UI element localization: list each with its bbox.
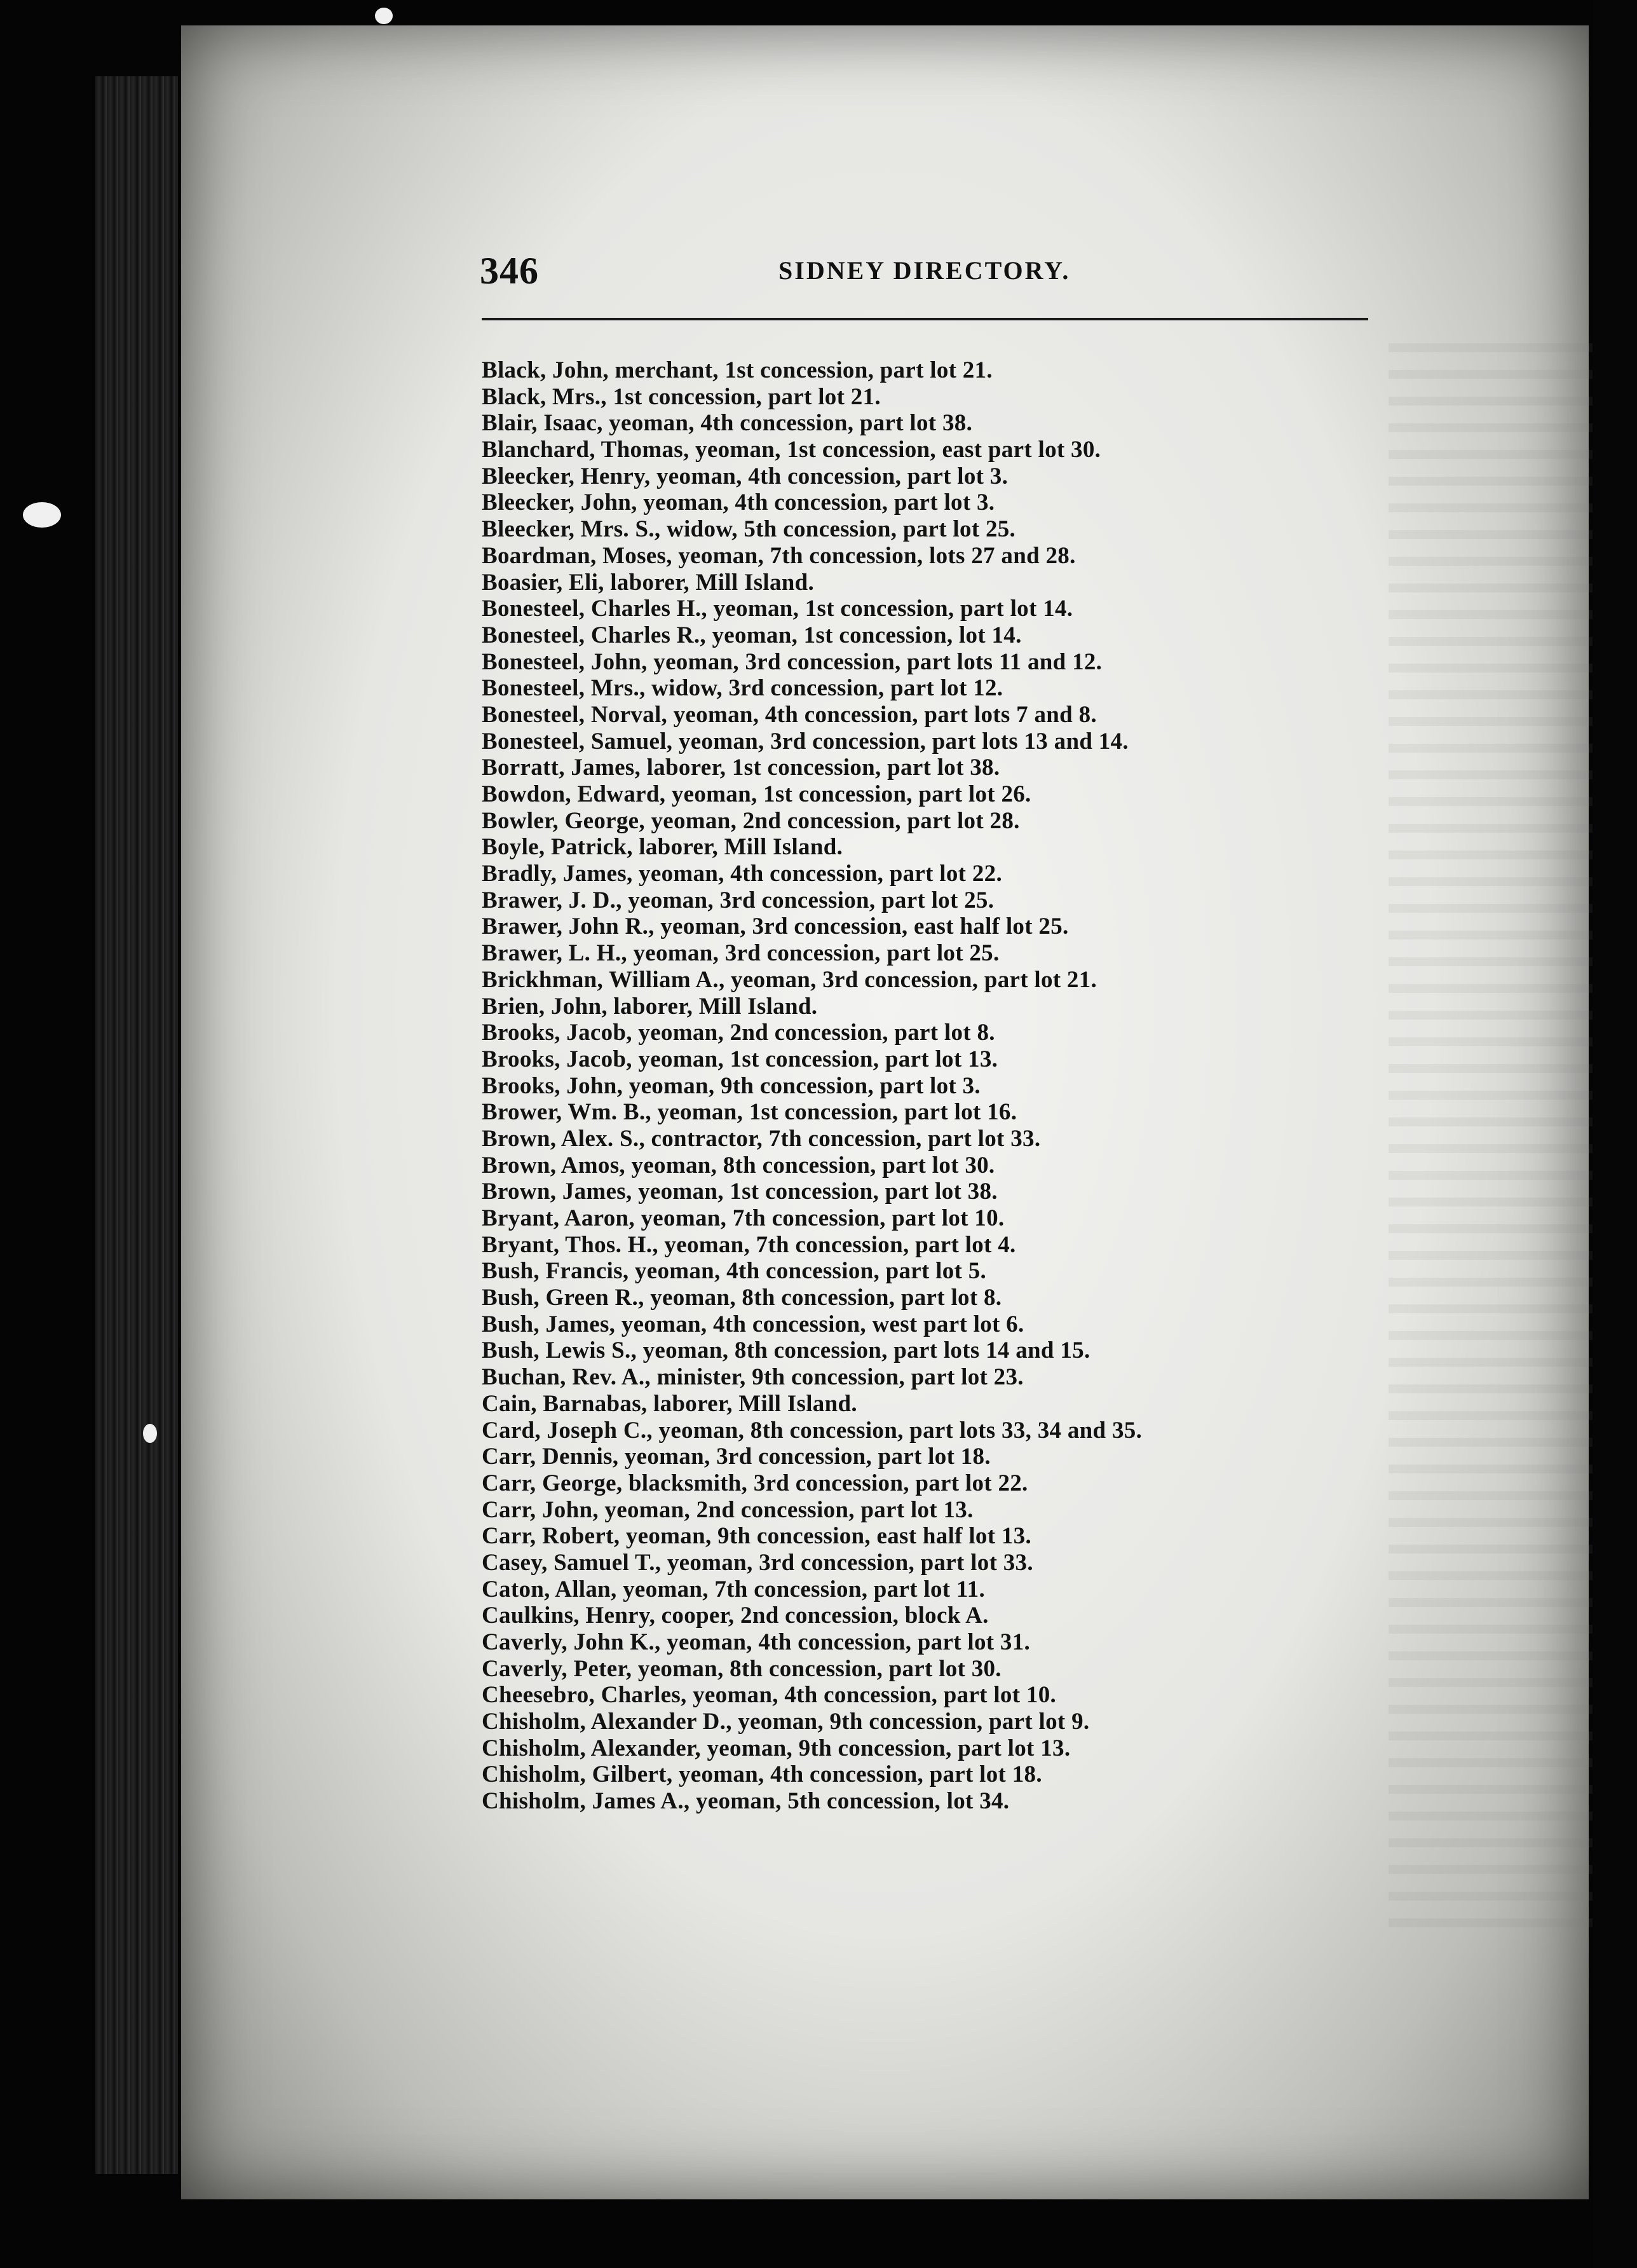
directory-entry: Chisholm, Gilbert, yeoman, 4th concession, part lot 18. [482,1761,1042,1788]
directory-entry: Blair, Isaac, yeoman, 4th concession, part lot 38. [482,410,973,437]
directory-entries [482,357,1498,1815]
directory-entry: Bush, Lewis S., yeoman, 8th concession, part lots 14 and 15. [482,1337,1090,1364]
directory-entry: Bowler, George, yeoman, 2nd concession, part lot 28. [482,807,1020,834]
directory-entry: Borratt, James, laborer, 1st concession, part lot 38. [482,755,1000,781]
scan-artifact [23,502,61,528]
directory-entry: Boyle, Patrick, laborer, Mill Island. [482,834,843,861]
directory-entry: Caulkins, Henry, cooper, 2nd concession, block A. [482,1602,989,1629]
directory-entry: Caverly, John K., yeoman, 4th concession, part lot 31. [482,1629,1031,1655]
directory-entry: Cheesebro, Charles, yeoman, 4th concession, part lot 10. [482,1682,1057,1709]
directory-entry: Brown, Alex. S., contractor, 7th concession, part lot 33. [482,1125,1041,1152]
directory-entry: Black, John, merchant, 1st concession, part lot 21. [482,357,993,383]
directory-entry: Chisholm, Alexander D., yeoman, 9th concession, part lot 9. [482,1709,1090,1735]
directory-entry: Brooks, John, yeoman, 9th concession, part lot 3. [482,1072,981,1099]
directory-entry: Brown, Amos, yeoman, 8th concession, part lot 30. [482,1152,995,1178]
directory-entry: Carr, George, blacksmith, 3rd concession, part lot 22. [482,1470,1028,1496]
page-number: 346 [480,250,539,292]
directory-entry: Buchan, Rev. A., minister, 9th concession, part lot 23. [482,1364,1024,1391]
directory-entry: Bonesteel, Samuel, yeoman, 3rd concession, part lots 13 and 14. [482,728,1129,755]
directory-entry: Brower, Wm. B., yeoman, 1st concession, part lot 16. [482,1099,1017,1126]
directory-entry: Brawer, John R., yeoman, 3rd concession, east half lot 25. [482,913,1069,940]
directory-entry: Brien, John, laborer, Mill Island. [482,993,818,1020]
directory-entry: Bryant, Thos. H., yeoman, 7th concession, part lot 4. [482,1231,1016,1258]
book-page-edges [95,76,178,2174]
directory-entry: Bonesteel, Charles H., yeoman, 1st concession, part lot 14. [482,596,1073,622]
directory-entry: Chisholm, Alexander, yeoman, 9th concession, part lot 13. [482,1735,1071,1761]
directory-entry: Caton, Allan, yeoman, 7th concession, part lot 11. [482,1576,986,1602]
directory-entry: Boasier, Eli, laborer, Mill Island. [482,569,815,596]
directory-entry: Brooks, Jacob, yeoman, 2nd concession, part lot 8. [482,1020,995,1046]
directory-entry: Bonesteel, John, yeoman, 3rd concession, part lots 11 and 12. [482,648,1103,675]
scan-artifact [375,8,393,24]
page-header [480,249,1369,294]
directory-entry: Bowdon, Edward, yeoman, 1st concession, part lot 26. [482,781,1031,807]
header-rule [482,318,1368,320]
directory-entry: Carr, Robert, yeoman, 9th concession, east half lot 13. [482,1523,1032,1550]
directory-entry: Blanchard, Thomas, yeoman, 1st concession, east part lot 30. [482,437,1101,463]
directory-entry: Bradly, James, yeoman, 4th concession, part lot 22. [482,861,1003,887]
directory-entry: Caverly, Peter, yeoman, 8th concession, part lot 30. [482,1655,1002,1682]
directory-entry: Bush, Francis, yeoman, 4th concession, part lot 5. [482,1258,987,1285]
running-head: SIDNEY DIRECTORY. [778,256,1071,285]
directory-entry: Brawer, L. H., yeoman, 3rd concession, part lot 25. [482,940,1000,967]
directory-entry: Carr, John, yeoman, 2nd concession, part lot 13. [482,1496,974,1523]
directory-entry: Bonesteel, Norval, yeoman, 4th concession, part lots 7 and 8. [482,701,1097,728]
directory-entry: Casey, Samuel T., yeoman, 3rd concession, part lot 33. [482,1549,1033,1576]
directory-entry: Bonesteel, Charles R., yeoman, 1st concession, lot 14. [482,622,1022,648]
directory-entry: Bush, James, yeoman, 4th concession, west part lot 6. [482,1311,1024,1337]
directory-entry: Brawer, J. D., yeoman, 3rd concession, part lot 25. [482,887,995,913]
directory-entry: Chisholm, James A., yeoman, 5th concession, lot 34. [482,1788,1010,1815]
directory-entry: Black, Mrs., 1st concession, part lot 21. [482,383,881,410]
directory-entry: Bush, Green R., yeoman, 8th concession, part lot 8. [482,1285,1002,1311]
directory-entry: Brickhman, William A., yeoman, 3rd concession, part lot 21. [482,966,1097,993]
right-margin [1593,0,1637,2268]
directory-entry: Bleecker, Mrs. S., widow, 5th concession, part lot 25. [482,516,1016,543]
directory-entry: Bryant, Aaron, yeoman, 7th concession, part lot 10. [482,1205,1005,1231]
scan-artifact [143,1424,157,1443]
directory-entry: Bleecker, Henry, yeoman, 4th concession, part lot 3. [482,463,1009,489]
directory-entry: Card, Joseph C., yeoman, 8th concession, part lots 33, 34 and 35. [482,1417,1143,1444]
directory-entry: Bleecker, John, yeoman, 4th concession, part lot 3. [482,489,995,516]
directory-entry: Brooks, Jacob, yeoman, 1st concession, part lot 13. [482,1046,998,1072]
directory-entry: Bonesteel, Mrs., widow, 3rd concession, part lot 12. [482,675,1003,702]
directory-entry: Cain, Barnabas, laborer, Mill Island. [482,1390,857,1417]
directory-entry: Carr, Dennis, yeoman, 3rd concession, part lot 18. [482,1444,991,1470]
directory-entry: Brown, James, yeoman, 1st concession, part lot 38. [482,1178,998,1205]
directory-entry: Boardman, Moses, yeoman, 7th concession, lots 27 and 28. [482,542,1076,569]
